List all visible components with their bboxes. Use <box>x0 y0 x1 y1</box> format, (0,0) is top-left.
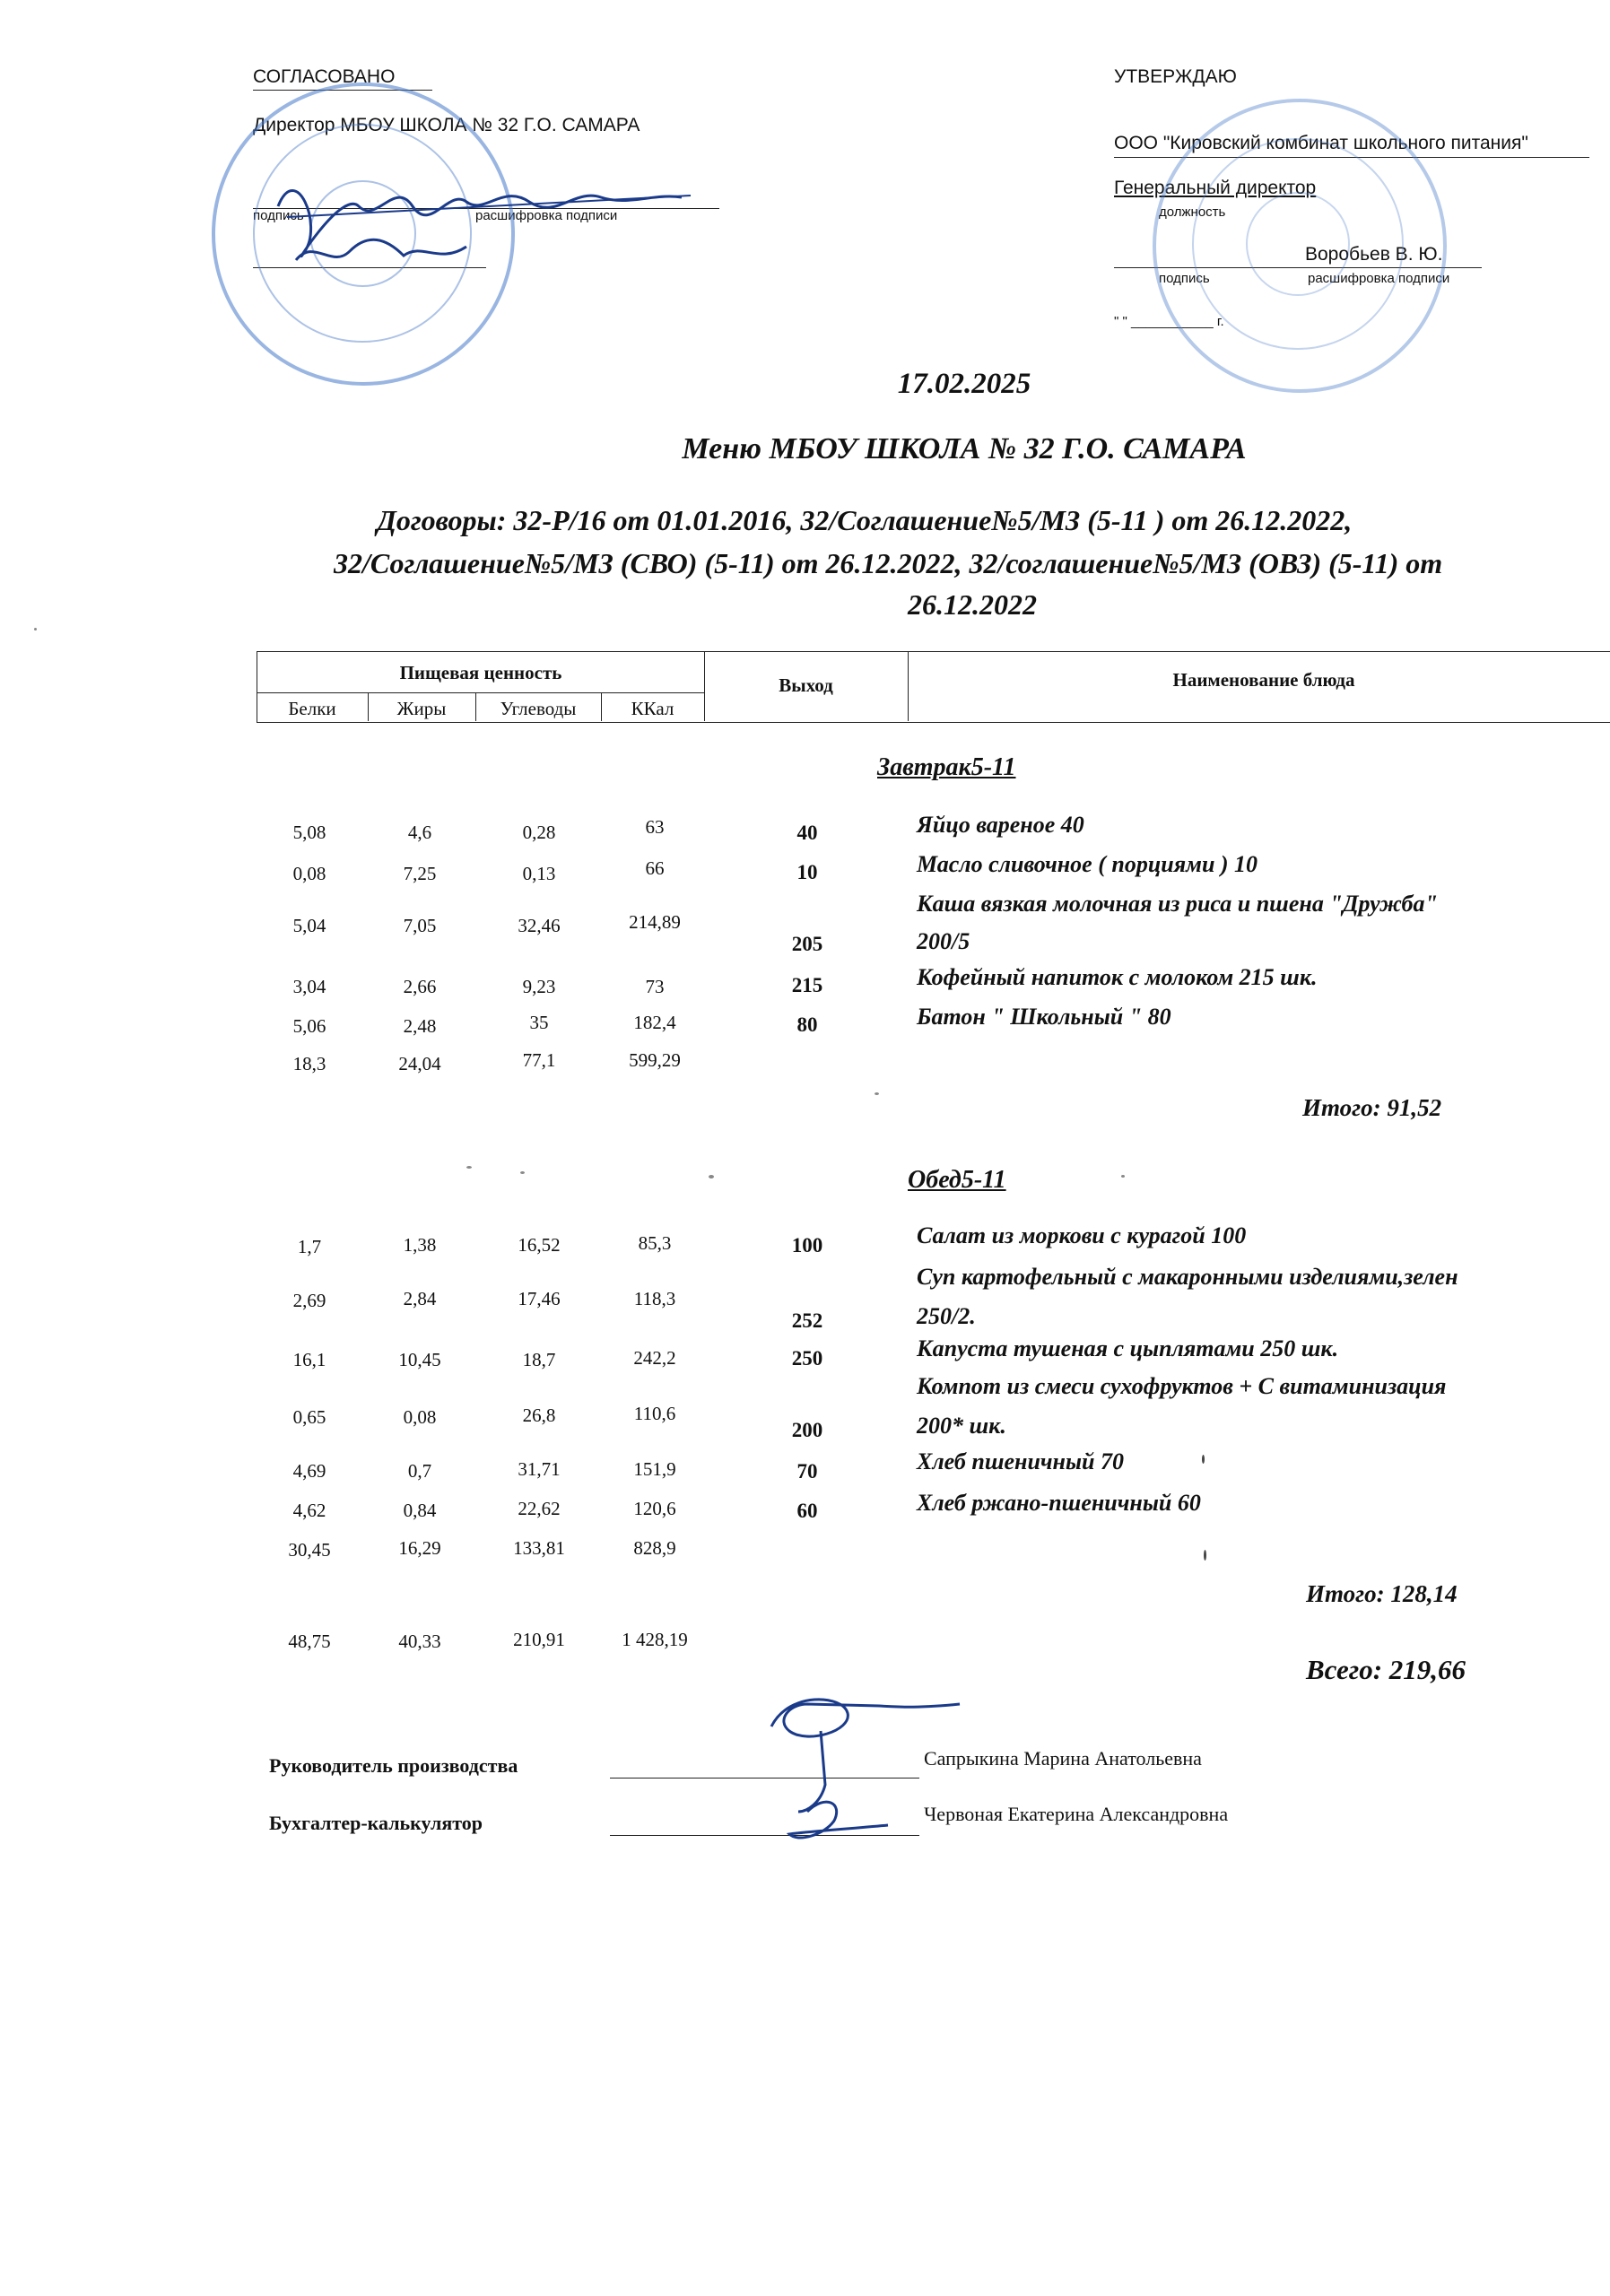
cell-yield: 70 <box>796 1460 818 1483</box>
total-carbs: 77,1 <box>522 1049 556 1071</box>
cell-kcal: 151,9 <box>633 1458 676 1480</box>
total-kcal: 828,9 <box>633 1537 676 1559</box>
cell-yield: 10 <box>796 861 818 883</box>
cell-carbs: 32,46 <box>518 915 561 936</box>
cell-kcal: 120,6 <box>633 1498 676 1519</box>
cell-protein: 4,62 <box>292 1500 326 1521</box>
cell-yield: 252 <box>791 1309 823 1332</box>
cell-dish-cont: 250/2. <box>917 1303 976 1329</box>
cell-kcal: 214,89 <box>629 911 681 933</box>
left-decode-label: расшифровка подписи <box>475 208 618 223</box>
header-dish: Наименование блюда <box>1172 669 1355 691</box>
approve-label: УТВЕРЖДАЮ <box>1114 66 1237 87</box>
cell-protein: 4,69 <box>292 1460 326 1482</box>
header-kcal: ККал <box>631 698 674 719</box>
cell-kcal: 63 <box>645 816 665 838</box>
cell-carbs: 26,8 <box>522 1405 556 1426</box>
cell-dish: Суп картофельный с макаронными изделиями,зелен <box>917 1264 1458 1290</box>
right-org: ООО "Кировский комбинат школьного питания" <box>1114 133 1528 153</box>
cell-dish: Яйцо вареное 40 <box>917 812 1084 838</box>
cell-yield: 200 <box>791 1419 823 1441</box>
right-decode-label: расшифровка подписи <box>1308 271 1450 286</box>
cell-fat: 4,6 <box>407 822 432 843</box>
signatures-handwriting <box>735 1677 969 1857</box>
cell-yield: 205 <box>791 933 823 955</box>
lunch-itogo: Итого: 128,14 <box>1306 1580 1458 1607</box>
cell-fat: 0,08 <box>403 1406 437 1428</box>
right-position: Генеральный директор <box>1114 178 1317 198</box>
cell-dish: Компот из смеси сухофруктов + С витаминизация <box>917 1373 1447 1399</box>
cell-protein: 2,69 <box>292 1290 326 1311</box>
cell-yield: 80 <box>796 1013 818 1036</box>
header-fat: Жиры <box>396 698 447 719</box>
cell-kcal: 110,6 <box>633 1403 676 1424</box>
section-title-breakfast: Завтрак5-11 <box>877 753 1016 781</box>
cell-dish: Батон " Школьный " 80 <box>917 1004 1171 1030</box>
total-carbs: 133,81 <box>513 1537 565 1559</box>
cell-protein: 0,08 <box>292 863 326 884</box>
cell-carbs: 35 <box>529 1012 549 1033</box>
header-carbs: Углеводы <box>500 698 577 719</box>
cell-protein: 5,04 <box>292 915 326 936</box>
cell-carbs: 31,71 <box>518 1458 561 1480</box>
cell-protein: 16,1 <box>292 1349 326 1370</box>
cell-carbs: 0,13 <box>522 863 556 884</box>
cell-yield: 100 <box>791 1234 823 1257</box>
director-signature <box>260 152 727 287</box>
cell-dish: Масло сливочное ( порциями ) 10 <box>917 851 1258 877</box>
cell-kcal: 242,2 <box>633 1347 676 1369</box>
cell-carbs: 16,52 <box>518 1234 561 1256</box>
right-sign-label: подпись <box>1159 271 1210 286</box>
total-fat: 24,04 <box>398 1053 441 1074</box>
breakfast-itogo: Итого: 91,52 <box>1302 1094 1442 1121</box>
cell-carbs: 9,23 <box>522 976 556 997</box>
contracts-line-1: Договоры: 32-Р/16 от 01.01.2016, 32/Соглашение№5/МЗ (5-11 ) от 26.12.2022, <box>377 504 1353 536</box>
left-sign-label: подпись <box>253 208 304 223</box>
cell-dish: Кофейный напиток с молоком 215 шк. <box>917 964 1318 990</box>
cell-fat: 7,05 <box>403 915 437 936</box>
cell-carbs: 0,28 <box>522 822 556 843</box>
right-name: Воробьев В. Ю. <box>1305 244 1443 265</box>
cell-dish-cont: 200/5 <box>917 928 970 954</box>
cell-fat: 0,84 <box>403 1500 437 1521</box>
name-production-head: Сапрыкина Марина Анатольевна <box>924 1747 1202 1770</box>
cell-carbs: 18,7 <box>522 1349 556 1370</box>
cell-dish: Каша вязкая молочная из риса и пшена "Дружба" <box>917 891 1438 917</box>
cell-protein: 5,06 <box>292 1015 326 1037</box>
cell-kcal: 66 <box>645 857 665 879</box>
header-nutrition: Пищевая ценность <box>399 662 562 683</box>
cell-yield: 215 <box>791 974 823 996</box>
cell-yield: 40 <box>796 822 818 844</box>
cell-fat: 10,45 <box>398 1349 441 1370</box>
cell-protein: 0,65 <box>292 1406 326 1428</box>
grand-carbs: 210,91 <box>513 1629 565 1650</box>
right-position-label: должность <box>1159 204 1226 220</box>
nutrition-divider <box>257 692 705 693</box>
role-production-head: Руководитель производства <box>269 1754 518 1777</box>
cell-kcal: 85,3 <box>638 1232 672 1254</box>
cell-carbs: 22,62 <box>518 1498 561 1519</box>
cell-protein: 1,7 <box>297 1236 322 1257</box>
grand-protein: 48,75 <box>288 1631 331 1652</box>
cell-dish-cont: 200* шк. <box>917 1413 1006 1439</box>
contracts-line-3: 26.12.2022 <box>908 588 1037 621</box>
cell-kcal: 182,4 <box>633 1012 676 1033</box>
cell-protein: 3,04 <box>292 976 326 997</box>
cell-fat: 2,66 <box>403 976 437 997</box>
left-position: Директор МБОУ ШКОЛА № 32 Г.О. САМАРА <box>253 115 640 135</box>
name-accountant: Червоная Екатерина Александровна <box>924 1803 1229 1825</box>
cell-fat: 2,84 <box>403 1288 437 1309</box>
role-accountant: Бухгалтер-калькулятор <box>269 1812 483 1834</box>
header-yield: Выход <box>779 674 833 696</box>
right-date-line: " " ___________ г. <box>1114 314 1224 329</box>
menu-title: Меню МБОУ ШКОЛА № 32 Г.О. САМАРА <box>682 432 1247 465</box>
cell-dish: Капуста тушеная с цыплятами 250 шк. <box>917 1335 1339 1361</box>
cell-dish: Хлеб пшеничный 70 <box>917 1448 1124 1474</box>
cell-kcal: 118,3 <box>633 1288 676 1309</box>
cell-fat: 0,7 <box>407 1460 432 1482</box>
cell-kcal: 73 <box>645 976 665 997</box>
total-protein: 18,3 <box>292 1053 326 1074</box>
total-fat: 16,29 <box>398 1537 441 1559</box>
total-kcal: 599,29 <box>629 1049 681 1071</box>
cell-fat: 7,25 <box>403 863 437 884</box>
cell-fat: 2,48 <box>403 1015 437 1037</box>
grand-fat: 40,33 <box>398 1631 441 1652</box>
grand-kcal: 1 428,19 <box>622 1629 688 1650</box>
cell-carbs: 17,46 <box>518 1288 561 1309</box>
header-protein: Белки <box>288 698 336 719</box>
contracts-line-2: 32/Соглашение№5/МЗ (СВО) (5-11) от 26.12.2022, 32/соглашение№5/МЗ (ОВЗ) (5-11) от <box>334 547 1443 579</box>
cell-yield: 250 <box>791 1347 823 1370</box>
cell-yield: 60 <box>796 1500 818 1522</box>
total-protein: 30,45 <box>288 1539 331 1561</box>
cell-dish: Хлеб ржано-пшеничный 60 <box>917 1490 1201 1516</box>
section-title-lunch: Обед5-11 <box>908 1166 1006 1194</box>
company-seal <box>1153 99 1450 393</box>
grand-total-label: Всего: 219,66 <box>1306 1654 1466 1685</box>
agreed-label: СОГЛАСОВАНО <box>253 66 396 87</box>
cell-dish: Салат из моркови с курагой 100 <box>917 1222 1247 1248</box>
menu-date: 17.02.2025 <box>897 368 1031 400</box>
cell-protein: 5,08 <box>292 822 326 843</box>
cell-fat: 1,38 <box>403 1234 437 1256</box>
